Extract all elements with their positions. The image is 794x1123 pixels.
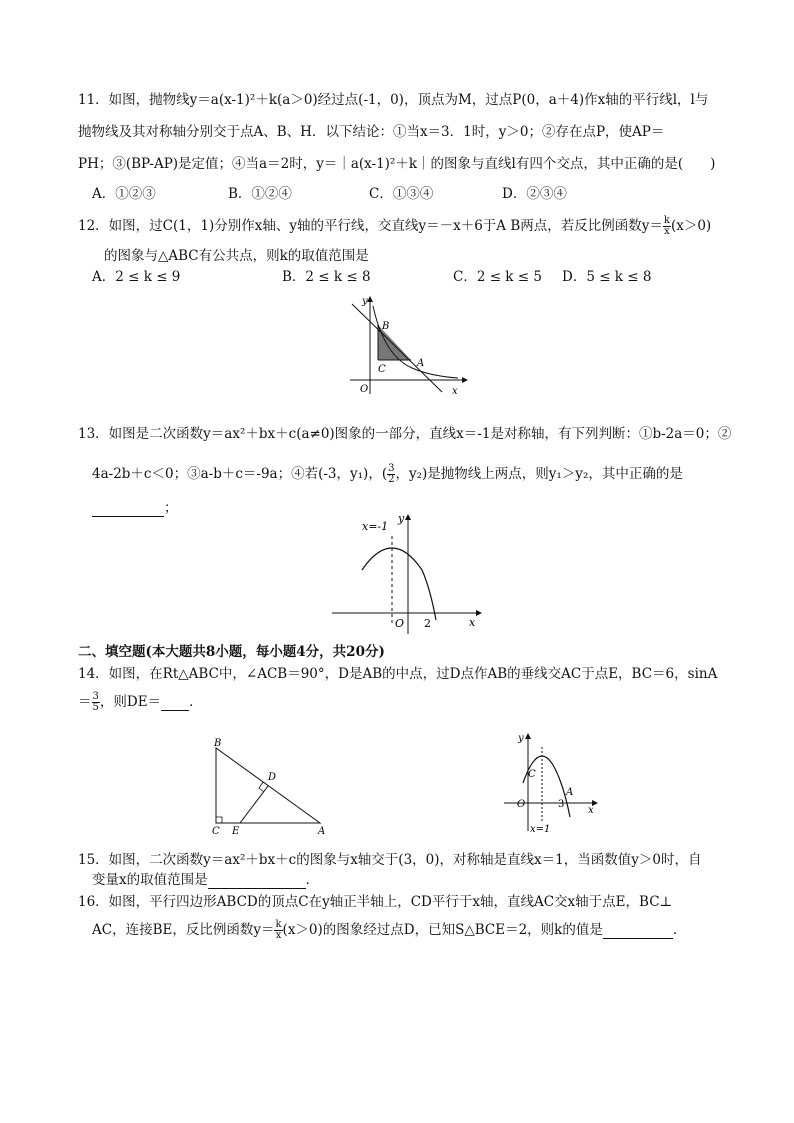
q12-y-arrow xyxy=(367,296,373,302)
q14-label-c: C xyxy=(212,826,220,837)
q12-label-c: C xyxy=(378,364,386,375)
q16-frac-num: k xyxy=(275,919,282,930)
q13-frac-num: 3 xyxy=(388,463,395,474)
section-2-title: 二、填空题(本大题共8小题，每小题4分，共20分) xyxy=(78,644,385,660)
q12-line-1 xyxy=(78,214,711,237)
q11-option-a: A．①②③ xyxy=(92,186,156,202)
q12-fraction xyxy=(663,216,671,237)
q13-x-arrow xyxy=(476,610,482,616)
q15-label-y: y xyxy=(518,733,524,744)
q14-line-1: 14．如图，在Rt△ABC中，∠ACB＝90°，D是AB的中点，过D点作AB的垂线交AC于点E，BC＝6，sinA xyxy=(78,666,718,682)
q13-frac-den: 2 xyxy=(388,474,395,485)
q15-label-c: C xyxy=(528,769,536,780)
q12-line-1-text: 12．如图，过C(1，1)分别作x轴、y轴的平行线，交直线y＝－x＋6于A B两点，若反比例函数y＝ xyxy=(78,218,663,234)
q12-option-c: C．2 ≤ k ≤ 5 xyxy=(453,269,542,285)
q13-line-1: 13．如图是二次函数y＝ax²＋bx＋c(a≠0)图象的一部分，直线x＝-1是对称轴，有下列判断：①b-2a＝0；② xyxy=(78,426,732,442)
q14-fraction xyxy=(92,692,100,713)
q15-line-2-end: ． xyxy=(305,872,320,888)
q12-option-b: B．2 ≤ k ≤ 8 xyxy=(282,269,371,285)
q13-line-2-end: ，y₂)是抛物线上两点，则y₁＞y₂，其中正确的是 xyxy=(395,466,683,482)
q13-parabola xyxy=(362,548,436,620)
q12-frac-den: x xyxy=(664,226,670,237)
q12-figure xyxy=(340,292,470,402)
q13-line-2 xyxy=(92,462,683,485)
q13-line-2-text: 4a-2b＋c＜0；③a-b＋c＝-9a；④若(-3，y₁)，( xyxy=(92,466,388,482)
q14-frac-den: 5 xyxy=(92,702,99,713)
q15-figure xyxy=(500,725,604,837)
q12-option-d: D．5 ≤ k ≤ 8 xyxy=(562,269,652,285)
q16-line-2 xyxy=(92,918,686,941)
q13-y-arrow xyxy=(405,514,411,520)
q15-label-axis: x=1 xyxy=(530,824,551,835)
q12-label-y: y xyxy=(362,296,368,307)
q15-line-2-text: 变量x的取值范围是 xyxy=(92,872,208,888)
q16-frac-den: x xyxy=(275,930,282,941)
q12-option-a: A．2 ≤ k ≤ 9 xyxy=(92,269,181,285)
q13-label-x: x xyxy=(469,616,476,629)
q14-line-2 xyxy=(78,690,203,713)
q15-label-a: A xyxy=(566,787,574,798)
q15-answer-blank[interactable] xyxy=(208,872,306,889)
q14-right-angle-d xyxy=(259,782,264,792)
q16-line-2-end: ． xyxy=(672,922,687,938)
q11-line-2: 抛物线及其对称轴分别交于点A、B、H．以下结论：①当x＝3．1时，y＞0；②存在点P，使AP＝ xyxy=(78,124,665,140)
q14-label-d: D xyxy=(268,772,277,783)
q11-line-3: PH；③(BP-AP)是定值；④当a＝2时，y＝｜a(x-1)²＋k｜的图象与直线l有四个交点，其中正确的是( ) xyxy=(78,156,716,172)
q14-label-e: E xyxy=(232,826,240,837)
q16-line-2-text: AC，连接BE，反比例函数y＝ xyxy=(92,922,275,938)
q13-line-3 xyxy=(92,496,178,517)
q14-line-2-mid: ，则DE＝ xyxy=(99,694,162,710)
q15-label-o: O xyxy=(517,799,526,810)
q12-hyperbola xyxy=(373,306,458,378)
q13-label-y: y xyxy=(398,512,405,525)
q14-figure xyxy=(206,733,338,837)
q13-label-2: 2 xyxy=(424,617,431,630)
q15-label-3: 3 xyxy=(558,799,565,810)
q14-line-2-text: ＝ xyxy=(78,694,92,710)
q12-line-1-end: (x＞0) xyxy=(670,218,712,234)
q15-line-2 xyxy=(92,868,319,889)
q12-label-x: x xyxy=(452,386,458,397)
q11-option-c: C．①③④ xyxy=(369,186,434,202)
q14-label-b: B xyxy=(214,738,222,749)
q12-line-ab xyxy=(352,304,442,392)
q12-x-arrow xyxy=(462,377,468,383)
q13-line-3-end: ； xyxy=(164,500,178,516)
q15-line-1: 15．如图，二次函数y＝ax²＋bx＋c的图象与x轴交于(3，0)，对称轴是直线x＝1，当函数值y＞0时，自 xyxy=(78,852,702,868)
q11-option-b: B．①②④ xyxy=(228,186,292,202)
q16-fraction xyxy=(274,920,282,941)
q13-label-axis: x=-1 xyxy=(362,520,389,533)
q11-line-1: 11．如图，抛物线y＝a(x-1)²＋k(a＞0)经过点(-1，0)，顶点为M，过点P(0，a＋4)作x轴的平行线l，l与 xyxy=(78,92,709,108)
q15-label-x: x xyxy=(588,805,594,816)
q14-frac-num: 3 xyxy=(92,691,99,702)
q15-y-arrow xyxy=(525,733,531,739)
q13-label-o: O xyxy=(395,617,405,630)
q14-line-2-end: ． xyxy=(189,694,203,710)
q12-line-2: 的图象与△ABC有公共点，则k的取值范围是 xyxy=(104,248,369,264)
q14-label-a: A xyxy=(318,826,326,837)
q12-label-b: B xyxy=(382,321,390,332)
q16-answer-blank[interactable] xyxy=(603,922,673,939)
q13-answer-blank[interactable] xyxy=(92,500,164,517)
q12-label-a: A xyxy=(417,358,425,369)
q12-label-o: O xyxy=(360,384,369,395)
q16-line-2-mid: (x＞0)的图象经过点D，已知S△BCE＝2，则k的值是 xyxy=(282,922,603,938)
q14-triangle-abc xyxy=(216,748,320,823)
q13-figure xyxy=(326,508,486,636)
q14-right-angle-c xyxy=(216,817,222,823)
q12-frac-num: k xyxy=(663,215,670,226)
q14-answer-blank[interactable] xyxy=(161,694,189,711)
q16-line-1: 16．如图，平行四边形ABCD的顶点C在y轴正半轴上，CD平行于x轴，直线AC交x轴于点E，BC⊥ xyxy=(78,894,673,910)
q11-option-d: D．②③④ xyxy=(502,186,567,202)
